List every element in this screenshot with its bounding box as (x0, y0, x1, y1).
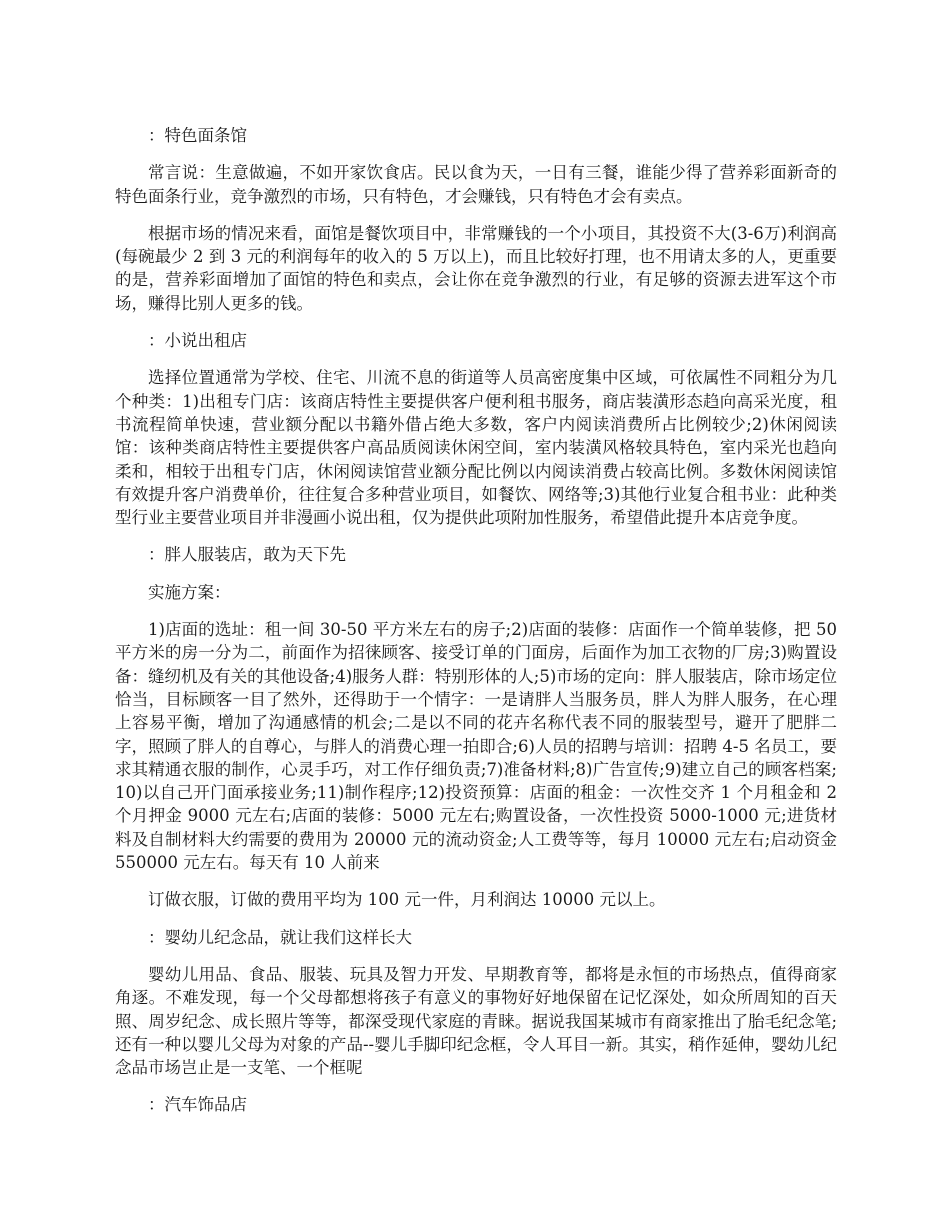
document-page (115, 124, 837, 1131)
paragraph-noodle-analysis: 根据市场的情况来看，面馆是餐饮项目中，非常赚钱的一个小项目，其投资不大(3-6万)利润高(每碗最少 2 到 3 元的利润每年的收入的 5 万以上)，而且比较好打理，也不用请太多的人，更重要的是，营养彩面增加了面馆的特色和卖点，会让你在竞争激烈的行业，有足够的资源去进军这个市场，赚得比别人更多的钱。 (115, 223, 837, 313)
section-heading-noodle-shop: ：特色面条馆 (148, 126, 247, 145)
paragraph-implementation-plan: 1)店面的选址：租一间 30-50 平方米左右的房子;2)店面的装修：店面作一个简单装修，把 50 平方米的房一分为二，前面作为招徕顾客、接受订单的门面房，后面作为加工衣物的厂房;3)购置设备：缝纫机及有关的其他设备;4)服务人群：特别形体的人;5)市场的定向：胖人服装店，除市场定位恰当，目标顾客一目了然外，还得助于一个情字：一是请胖人当服务员，胖人为胖人服务，在心理上容易平衡，增加了沟通感情的机会;二是以不同的花卉名称代表不同的服装型号，避开了肥胖二字，照顾了胖人的自尊心，与胖人的消费心理一拍即合;6)人员的招聘与培训：招聘 4-5 名员工，要求其精通衣服的制作，心灵手巧，对工作仔细负责;7)准备材料;8)广告宣传;9)建立自己的顾客档案;10)以自己开门面承接业务;11)制作程序;12)投资预算：店面的租金：一次性交齐 1 个月租金和 2 个月押金 9000 元左右;店面的装修：5000 元左右;购置设备，一次性投资 5000-1000 元;进货材料及自制材料大约需要的费用为 20000 元的流动资金;人工费等等，每月 10000 元左右;启动资金 550000 元左右。每天有 10 人前来 (115, 620, 837, 873)
section-heading-novel-rental: ：小说出租店 (148, 331, 247, 351)
paragraph-noodle-intro: 常言说：生意做遍，不如开家饮食店。民以食为天，一日有三餐，谁能少得了营养彩面新奇的特色面条行业，竞争激烈的市场，只有特色，才会赚钱，只有特色才会有卖点。 (115, 163, 837, 206)
paragraph-baby-souvenirs: 婴幼儿用品、食品、服装、玩具及智力开发、早期教育等，都将是永恒的市场热点，值得商家角逐。不难发现，每一个父母都想将孩子有意义的事物好好地保留在记忆深处，如众所周知的百天照、周岁纪念、成长照片等等，都深受现代家庭的青睐。据说我国某城市有商家推出了胎毛纪念笔;还有一种以婴儿父母为对象的产品--婴儿手脚印纪念框，令人耳目一新。其实，稍作延伸，婴幼儿纪念品市场岂止是一支笔、一个框呢 (115, 964, 837, 1078)
section-heading-baby-souvenirs: ：婴幼儿纪念品，就让我们这样长大 (148, 927, 412, 947)
section-heading-car-accessories: ：汽车饰品店 (148, 1095, 247, 1115)
section-heading-plus-size-clothing: ：胖人服装店，敢为天下先 (148, 545, 346, 565)
paragraph-novel-rental: 选择位置通常为学校、住宅、川流不息的街道等人员高密度集中区域，可依属性不同粗分为几个种类：1)出租专门店：该商店特性主要提供客户便利租书服务，商店装潢形态趋向高采光度，租书流程简单快速，营业额分配以书籍外借占绝大多数，客户内阅读消费所占比例较少;2)休闲阅读馆：该种类商店特性主要提供客户高品质阅读休闲空间，室内装潢风格较具特色，室内采光也趋向柔和，相较于出租专门店，休闲阅读馆营业额分配比例以内阅读消费占较高比例。多数休闲阅读馆有效提升客户消费单价，往往复合多种营业项目，如餐饮、网络等;3)其他行业复合租书业：此种类型行业主要营业项目并非漫画小说出租，仅为提供此项附加性服务，希望借此提升本店竞争度。 (115, 368, 837, 528)
paragraph-implementation-label: 实施方案： (148, 582, 231, 602)
paragraph-custom-order-profit: 订做衣服，订做的费用平均为 100 元一件，月利润达 10000 元以上。 (148, 890, 666, 910)
